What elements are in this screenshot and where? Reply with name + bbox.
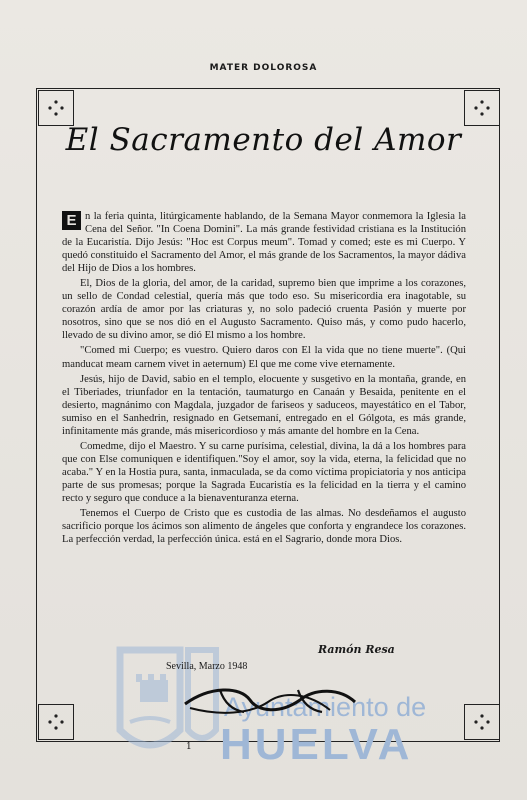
paragraph: El, Dios de la gloria, del amor, de la caridad, supremo bien que imprime a los corazones, un sello de Condad celestial, quería más que todo eso. Su misericordia era inagotable, su corazón ardía de amor por las criaturas y, no solo padeció cruenta Pasión y muerte por nosotros, sino que se nos dió en el Augusto Sacramento. Quiso más, y como pudo hacerlo, llevado de su divino amor, se dió El mismo a los hombre. bbox=[62, 278, 466, 342]
ornament-dots-icon bbox=[465, 705, 499, 739]
page-number: 1 bbox=[186, 742, 192, 752]
paragraph: "Comed mi Cuerpo; es vuestro. Quiero daros con El la vida que no tiene muerte". (Qui manducat meam carnem vivet in aeternum) El que me come vive eternamente. bbox=[62, 345, 466, 370]
corner-ornament-top-right bbox=[464, 90, 500, 126]
paragraph: Comedme, dijo el Maestro. Y su carne purísima, celestial, divina, la dá a los hombres para que con Else comuniquen e identifiquen."Soy el amor, soy la vida, eterna, la felicidad que no acaba." Y en la Hostia pura, santa, inmaculada, se da como víctima propiciatoria y nos anticipa parte de sus promesas; porque la Sagrada Eucaristía es la felicidad en la tierra y el camino recto y seguro que conduce a la bienaventuranza eterna. bbox=[62, 440, 466, 504]
drop-cap: E bbox=[62, 211, 81, 230]
paragraph: Jesús, hijo de David, sabio en el templo, elocuente y susgetivo en la montaña, grande, en el Tiberiades, triunfador en la tentación, taumaturgo en Canaán y Besaida, penitente en el desierto, magnánimo con Magdala, juzgador de fariseos y saduceos, mayestático en el Tabor, sumiso en el Sanhedrin, resignado en Getsemaní, entregado en el Gólgota, es más grande, infinitamente más grande, más misericordioso y más amante del hombre en la Cena. bbox=[62, 373, 466, 437]
author-signature: Ramón Resa bbox=[318, 643, 395, 656]
article-body bbox=[62, 210, 466, 548]
paragraph: Tenemos el Cuerpo de Cristo que es custodia de las almas. No desdeñamos el augusto sacrificio porque los ácimos son alimento de ángeles que conforta y engrandece los corazones. La perfección verdad, la perfección única. está en el Sagrario, donde mora Dios. bbox=[62, 508, 466, 546]
dateline: Sevilla, Marzo 1948 bbox=[166, 661, 248, 672]
calligraphic-flourish-icon bbox=[180, 680, 360, 720]
paragraph bbox=[62, 210, 466, 275]
corner-ornament-top-left bbox=[38, 90, 74, 126]
article-title: El Sacramento del Amor bbox=[65, 122, 462, 158]
ornament-dots-icon bbox=[39, 705, 73, 739]
corner-ornament-bottom-left bbox=[38, 704, 74, 740]
watermark-line1: Ayuntamiento de bbox=[224, 692, 427, 722]
running-header: MATER DOLOROSA bbox=[209, 63, 318, 73]
ornament-dots-icon bbox=[465, 91, 499, 125]
paragraph-text: n la feria quinta, litúrgicamente hablando, de la Semana Mayor conmemora la Iglesia la Cena del Señor. "In Coena Domini". La más grande festividad cristiana es la Institución de la Eucaristía. Dijo Jesús: "Hoc est Corpus meum". Tomad y comed; este es mi Cuerpo. Y quedó constituido el Sacramento del Amor, el más grande de los Sacramentos, la mayor dádiva del Hijo de Dios a los hombres. bbox=[62, 211, 466, 275]
watermark-line2: HUELVA bbox=[220, 720, 413, 769]
corner-ornament-bottom-right bbox=[464, 704, 500, 740]
ornament-dots-icon bbox=[39, 91, 73, 125]
